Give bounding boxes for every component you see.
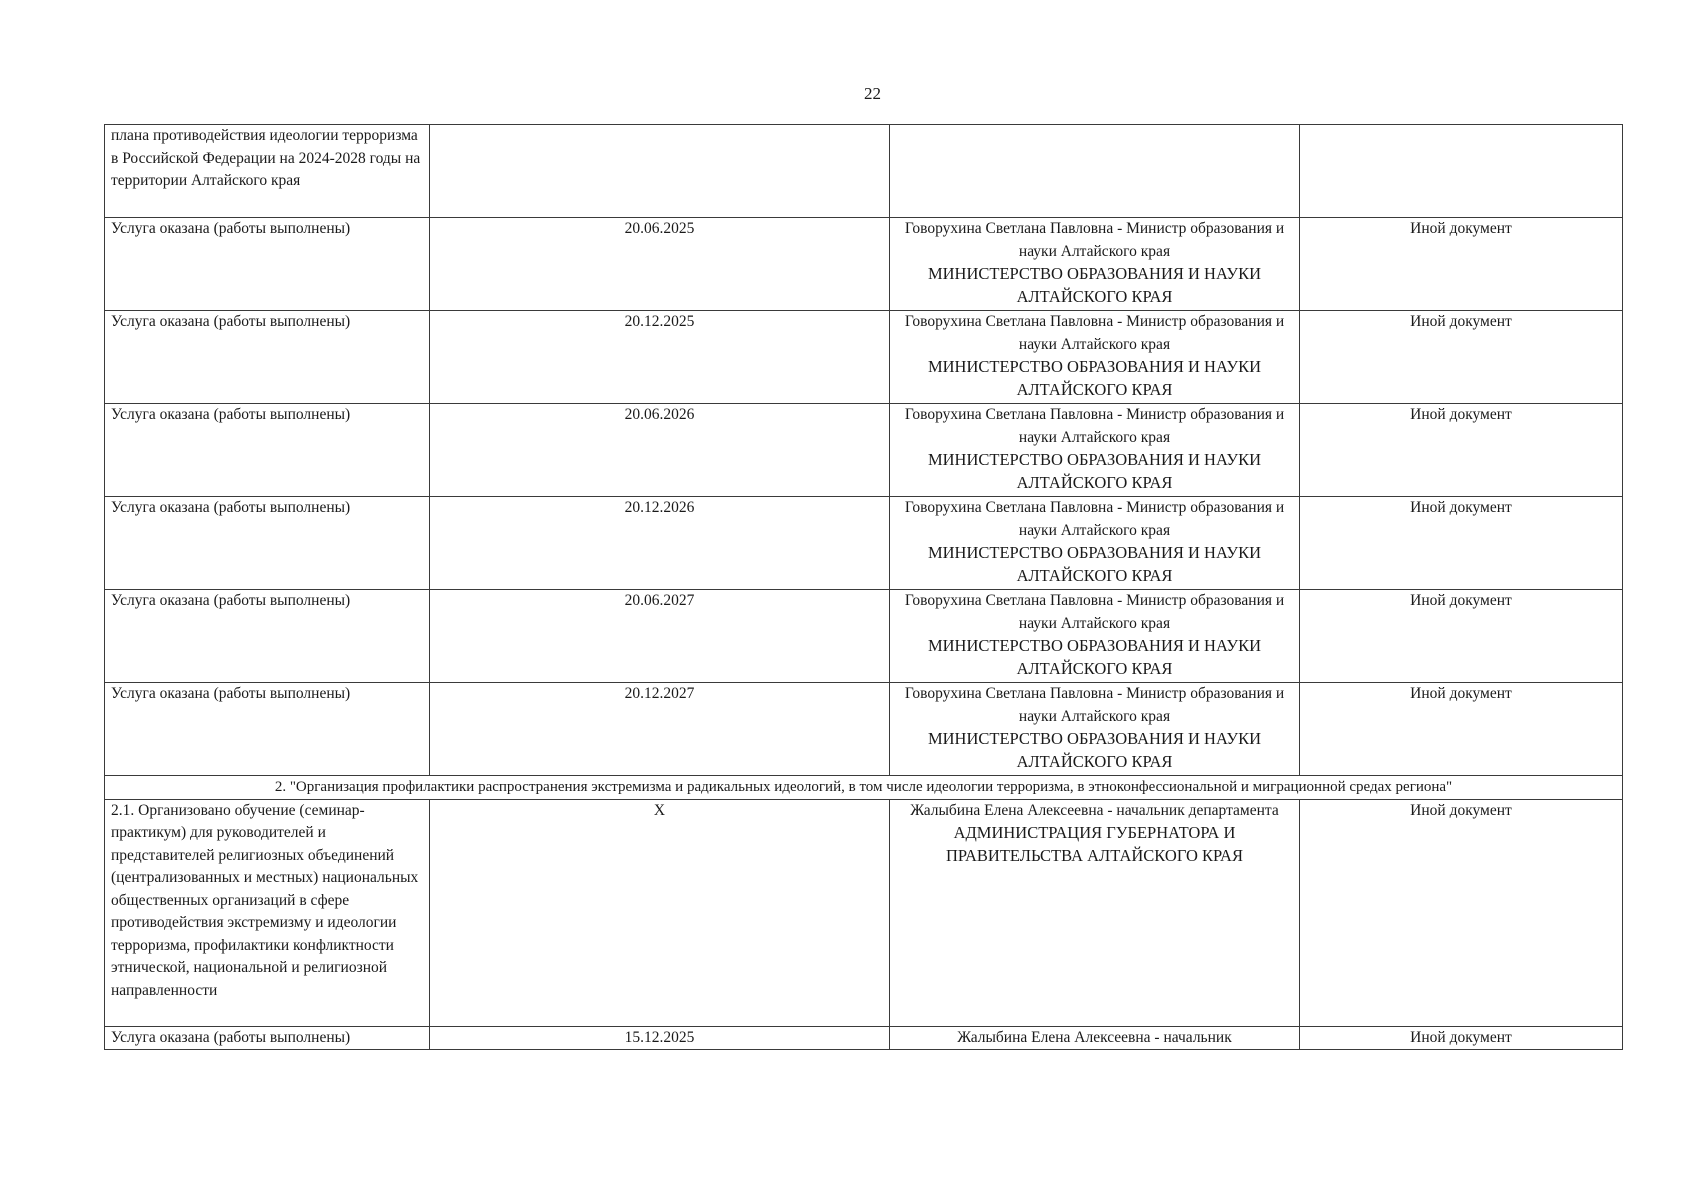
row-date: 20.06.2026 [430,404,890,497]
section-header-row [105,776,1623,800]
row-responsible [890,218,1300,311]
row-responsible [890,799,1300,1026]
row-document: Иной документ [1300,311,1623,404]
row-label: Услуга оказана (работы выполнены) [105,218,430,311]
responsible-organization: АДМИНИСТРАЦИЯ ГУБЕРНАТОРА И ПРАВИТЕЛЬСТВА АЛТАЙСКОГО КРАЯ [946,823,1243,865]
row-document: Иной документ [1300,683,1623,776]
table-row [105,218,1623,311]
responsible-person: Говорухина Светлана Павловна - Министр образования и науки Алтайского края [904,406,1285,446]
report-table [104,124,1623,1050]
responsible-organization: МИНИСТЕРСТВО ОБРАЗОВАНИЯ И НАУКИ АЛТАЙСКОГО КРАЯ [927,264,1262,306]
responsible-organization: МИНИСТЕРСТВО ОБРАЗОВАНИЯ И НАУКИ АЛТАЙСКОГО КРАЯ [927,357,1262,399]
row-responsible [890,311,1300,404]
table-row [105,590,1623,683]
row-date: 20.06.2025 [430,218,890,311]
row-document: Иной документ [1300,404,1623,497]
row-label: Услуга оказана (работы выполнены) [105,590,430,683]
table-row [105,311,1623,404]
responsible-person: Жалыбина Елена Алексеевна - начальник департамента [910,801,1279,819]
row-document: Иной документ [1300,1026,1623,1050]
row-document: Иной документ [1300,497,1623,590]
responsible-person: Говорухина Светлана Павловна - Министр образования и науки Алтайского края [904,313,1285,353]
section-title: 2. "Организация профилактики распространения экстремизма и радикальных идеологий, в том числе идеологии терроризма, в этноконфессиональной и миграционной средах региона" [105,776,1623,800]
row-label: Услуга оказана (работы выполнены) [105,683,430,776]
row-document: Иной документ [1300,590,1623,683]
table-row [105,1026,1623,1050]
row-date [430,125,890,218]
row-responsible: Жалыбина Елена Алексеевна - начальник [890,1026,1300,1050]
row-label: Услуга оказана (работы выполнены) [105,1026,430,1050]
row-date: 20.12.2027 [430,683,890,776]
row-date: 15.12.2025 [430,1026,890,1050]
row-date: 20.06.2027 [430,590,890,683]
row-label: 2.1. Организовано обучение (семинар-практикум) для руководителей и представителей религиозных объединений (централизованных и местных) национальных общественных организаций в сфере противодействия экстремизму и идеологии терроризма, профилактики конфликтности этнической, национальной и религиозной направленности [105,799,430,1026]
row-document [1300,125,1623,218]
row-label: Услуга оказана (работы выполнены) [105,311,430,404]
row-responsible [890,683,1300,776]
responsible-organization: МИНИСТЕРСТВО ОБРАЗОВАНИЯ И НАУКИ АЛТАЙСКОГО КРАЯ [927,636,1262,678]
responsible-person: Говорухина Светлана Павловна - Министр образования и науки Алтайского края [904,685,1285,725]
row-document: Иной документ [1300,799,1623,1026]
responsible-person: Говорухина Светлана Павловна - Министр образования и науки Алтайского края [904,220,1285,260]
row-responsible [890,497,1300,590]
row-date: 20.12.2026 [430,497,890,590]
row-responsible [890,404,1300,497]
responsible-organization: МИНИСТЕРСТВО ОБРАЗОВАНИЯ И НАУКИ АЛТАЙСКОГО КРАЯ [927,543,1262,585]
table-row [105,683,1623,776]
row-responsible [890,125,1300,218]
page-number: 22 [864,84,881,103]
responsible-organization: МИНИСТЕРСТВО ОБРАЗОВАНИЯ И НАУКИ АЛТАЙСКОГО КРАЯ [927,450,1262,492]
row-label: Услуга оказана (работы выполнены) [105,404,430,497]
table-row [105,404,1623,497]
responsible-person: Говорухина Светлана Павловна - Министр образования и науки Алтайского края [904,592,1285,632]
responsible-person: Говорухина Светлана Павловна - Министр образования и науки Алтайского края [904,499,1285,539]
row-date: X [430,799,890,1026]
table-row [105,497,1623,590]
table-row [105,125,1623,218]
table-row [105,799,1623,1026]
responsible-organization: МИНИСТЕРСТВО ОБРАЗОВАНИЯ И НАУКИ АЛТАЙСКОГО КРАЯ [927,729,1262,771]
row-date: 20.12.2025 [430,311,890,404]
row-document: Иной документ [1300,218,1623,311]
row-label: Услуга оказана (работы выполнены) [105,497,430,590]
row-label: плана противодействия идеологии терроризма в Российской Федерации на 2024-2028 годы на территории Алтайского края [105,125,430,218]
row-responsible [890,590,1300,683]
